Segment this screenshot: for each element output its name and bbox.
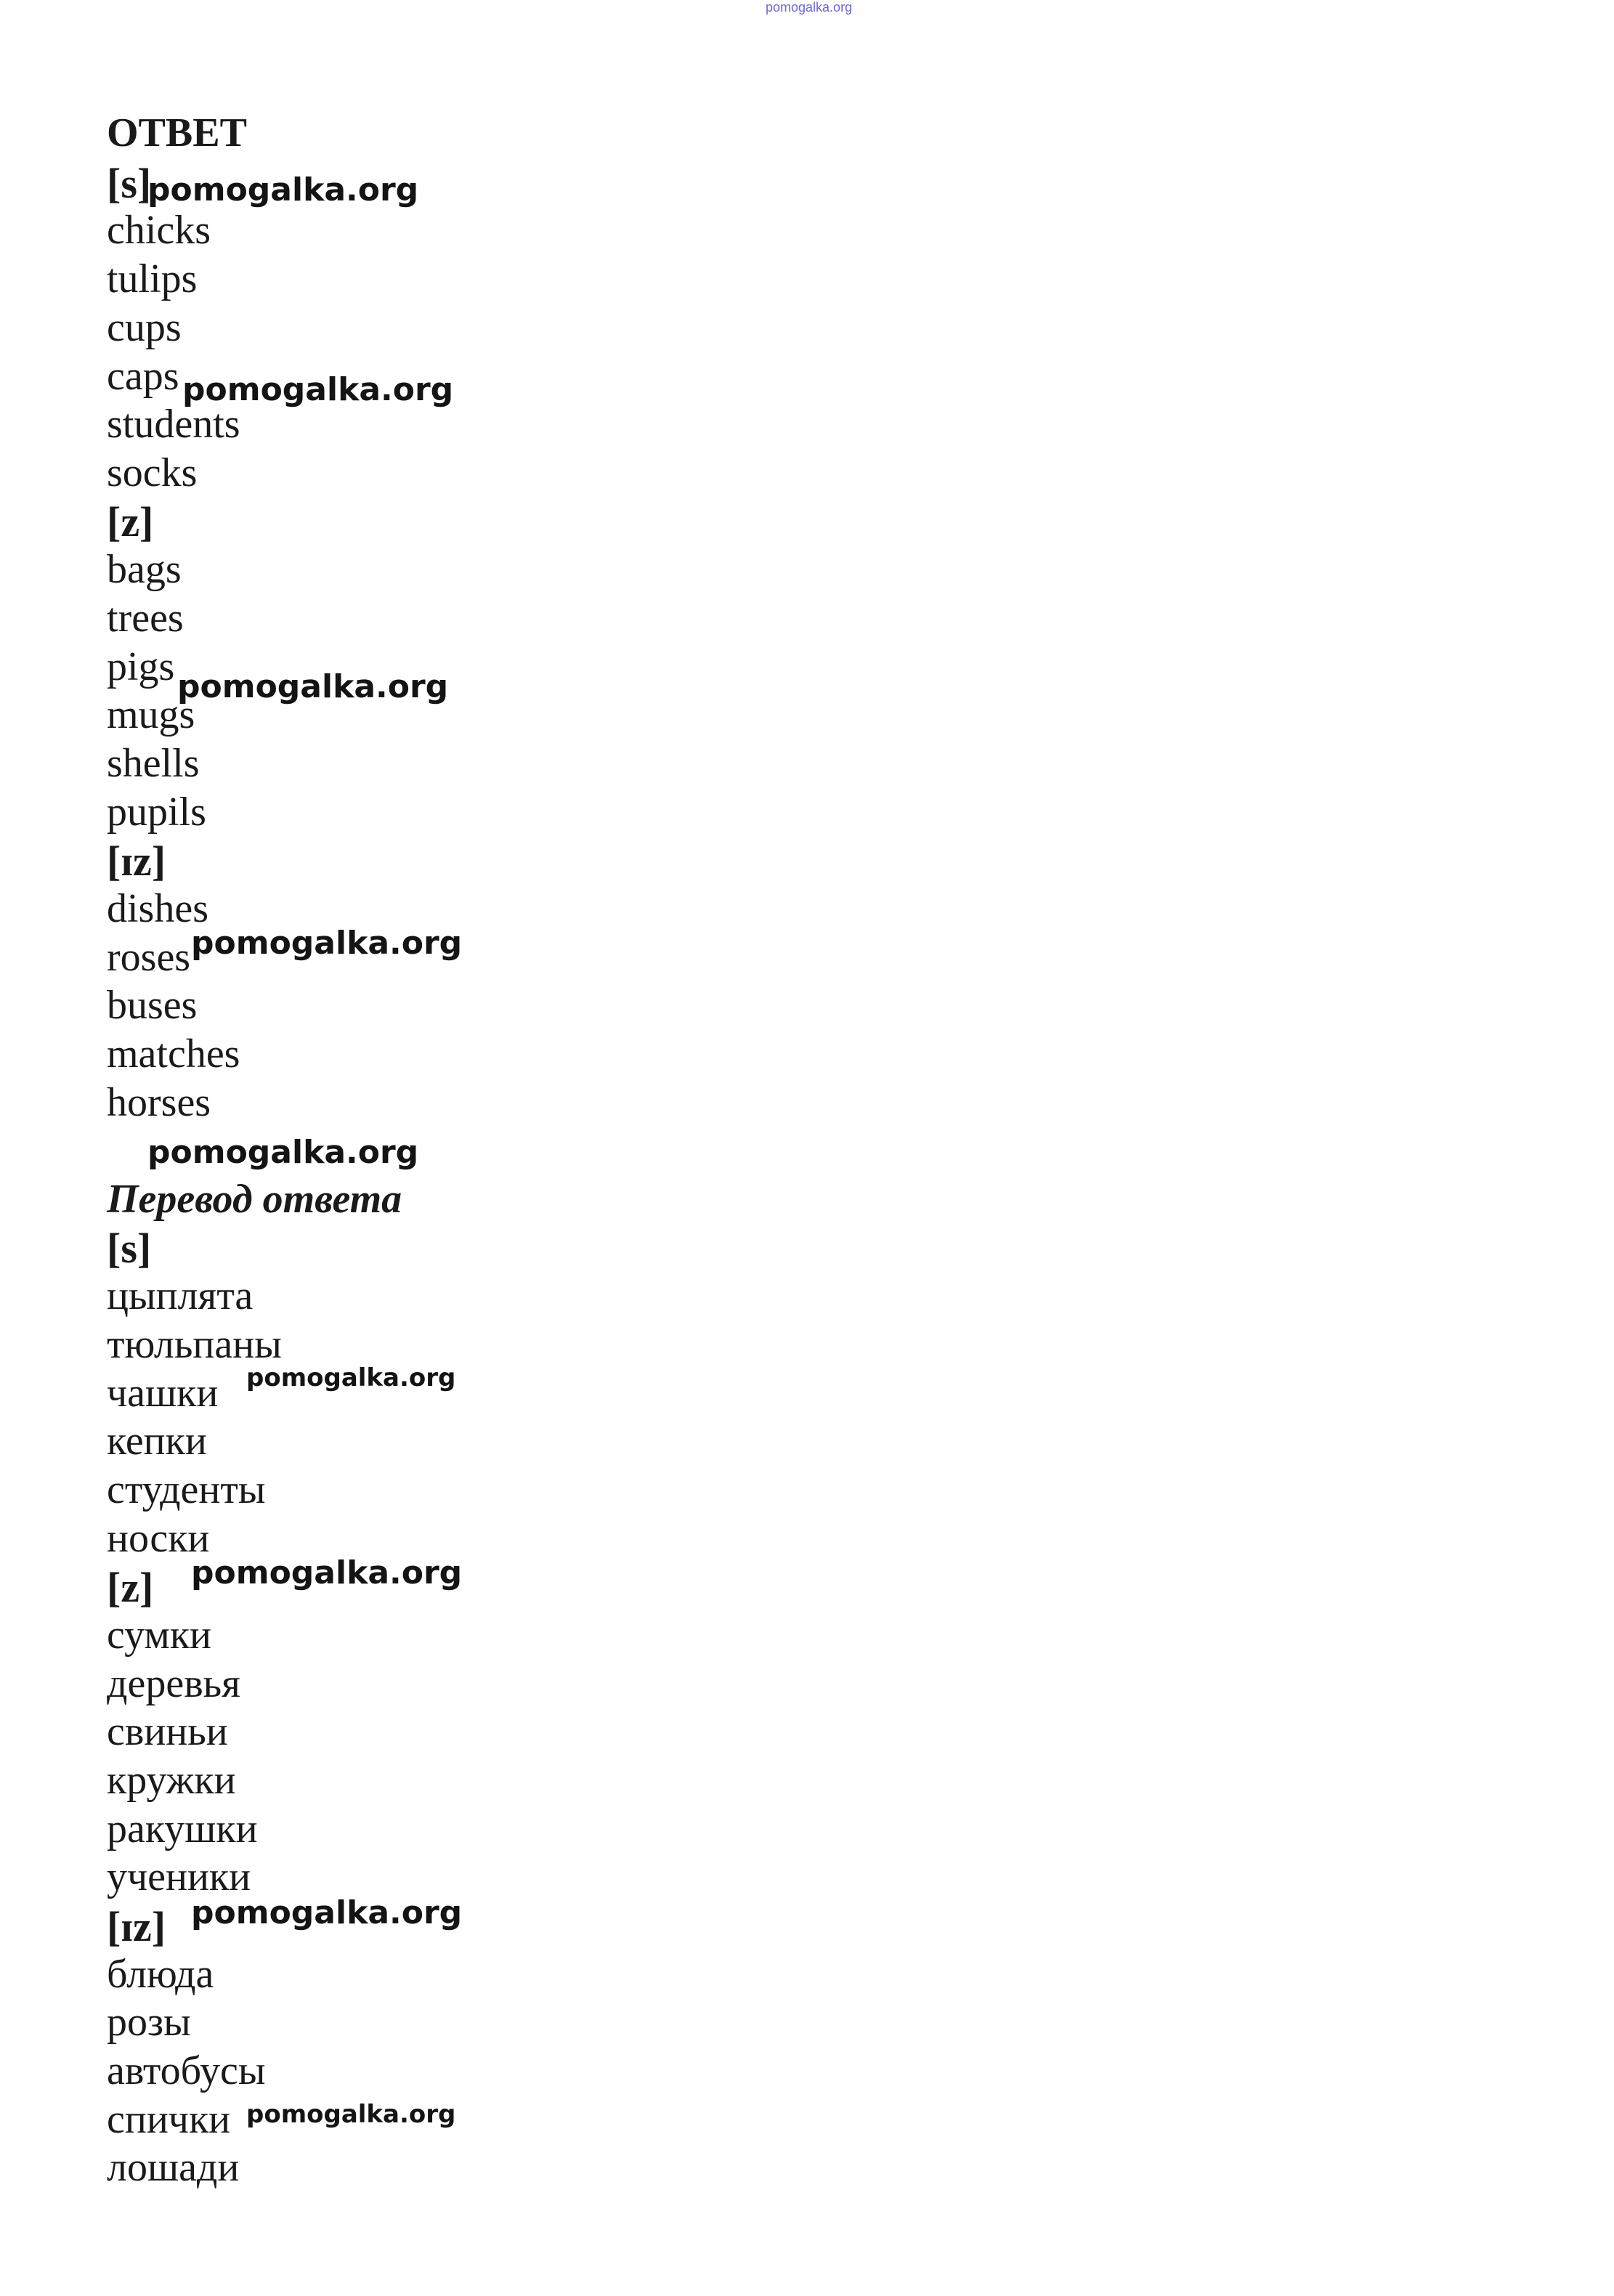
translation-word: ракушки	[107, 1806, 258, 1851]
translation-word: спички	[107, 2097, 231, 2142]
phonetic-label-iz: [ɪz]	[107, 1903, 166, 1950]
translation-word: студенты	[107, 1467, 266, 1512]
answer-word: dishes	[107, 886, 208, 931]
answer-word: roses	[107, 935, 191, 980]
translation-word: блюда	[107, 1952, 214, 1997]
watermark-text: pomogalka.org	[246, 2100, 456, 2129]
watermark-text: pomogalka.org	[177, 668, 449, 705]
answer-word: shells	[107, 741, 200, 786]
answer-word: mugs	[107, 692, 195, 737]
watermark-text: pomogalka.org	[191, 1894, 463, 1931]
answer-word: students	[107, 402, 240, 447]
answer-heading: ОТВЕТ	[107, 110, 247, 155]
watermark-text: pomogalka.org	[191, 1554, 463, 1591]
answer-word: horses	[107, 1080, 211, 1125]
answer-word: bags	[107, 547, 182, 592]
translation-word: чашки	[107, 1371, 219, 1416]
translation-heading: Перевод ответа	[107, 1177, 402, 1222]
watermark-text: pomogalka.org	[147, 1134, 419, 1171]
translation-word: сумки	[107, 1613, 211, 1658]
translation-word: лошади	[107, 2145, 240, 2190]
watermark-text: pomogalka.org	[147, 171, 419, 208]
answer-word: matches	[107, 1031, 240, 1076]
answer-word: tulips	[107, 256, 198, 301]
phonetic-label-z: [z]	[107, 1564, 154, 1611]
translation-word: розы	[107, 2000, 191, 2045]
translation-word: цыплята	[107, 1273, 254, 1318]
watermark-text: pomogalka.org	[246, 1363, 456, 1392]
answer-word: socks	[107, 450, 198, 495]
answer-word: pigs	[107, 644, 175, 689]
answer-word: chicks	[107, 208, 211, 253]
answer-word: buses	[107, 983, 198, 1028]
answer-word: pupils	[107, 790, 206, 835]
translation-word: носки	[107, 1516, 210, 1561]
translation-word: кружки	[107, 1758, 236, 1803]
phonetic-label-z: [z]	[107, 498, 154, 545]
phonetic-label-s: [s]	[107, 1225, 152, 1272]
top-watermark: pomogalka.org	[766, 0, 853, 15]
phonetic-label-iz: [ɪz]	[107, 837, 166, 885]
watermark-text: pomogalka.org	[191, 925, 463, 962]
translation-word: автобусы	[107, 2048, 266, 2093]
watermark-text: pomogalka.org	[182, 371, 454, 408]
translation-word: тюльпаны	[107, 1322, 282, 1367]
translation-word: кепки	[107, 1419, 207, 1464]
phonetic-label-s: [s]	[107, 160, 152, 207]
translation-word: деревья	[107, 1661, 240, 1706]
answer-word: trees	[107, 596, 184, 641]
answer-word: cups	[107, 305, 182, 350]
answer-word: caps	[107, 354, 179, 399]
translation-word: ученики	[107, 1854, 251, 1899]
translation-word: свиньи	[107, 1709, 228, 1754]
